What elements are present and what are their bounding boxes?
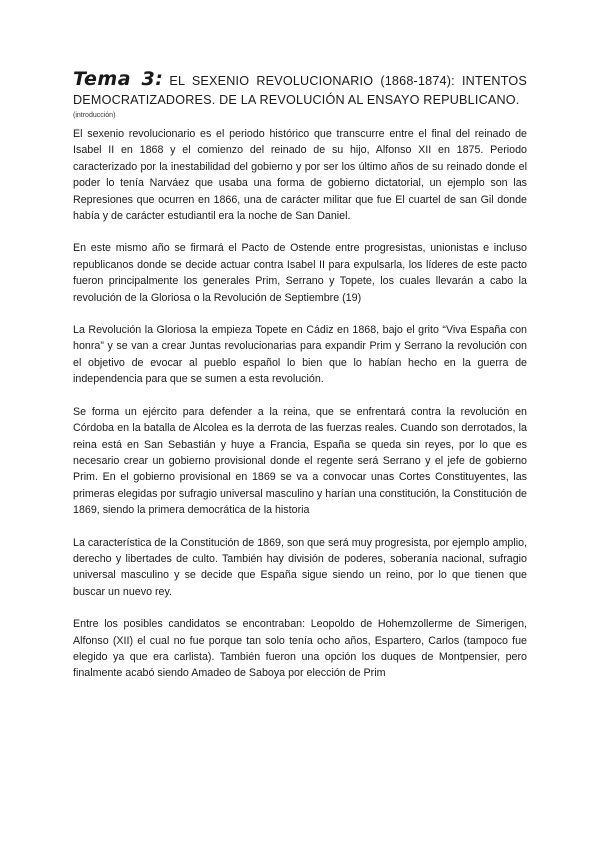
paragraph-6: Entre los posibles candidatos se encontraban: Leopoldo de Hohemzollerme de Simerigen, Alfonso (XII) el cual no fue porque tan solo tenía ocho años, Espartero, Carlos (tampoco fue elegido ya que era carlista). También fueron una opción los duques de Montpensier, pero finalmente acabó siendo Amadeo de Saboya por elección de Prim [73,618,527,680]
paragraph-5: La característica de la Constitución de 1869, son que será muy progresista, por ejemplo amplio, derecho y libertades de culto. También hay división de poderes, soberanía nacional, sufragio universal masculino y se decide que España sigue siendo un reino, por lo que tienen que buscar un nuevo rey. [73,536,527,598]
document-title: EL SEXENIO REVOLUCIONARIO (1868-1874): INTENTOS DEMOCRATIZADORES. DE LA REVOLUCIÓN AL ENSAYO REPUBLICANO. [73,74,527,107]
document-heading [73,70,527,110]
paragraph-3: La Revolución la Gloriosa la empieza Topete en Cádiz en 1868, bajo el grito “Viva España con honra” y se van a crear Juntas revolucionarias para expandir Prim y Serrano la revolución con el objetivo de evocar al pueblo español lo bien que lo habían hecho en la guerra de independencia para que se sumen a esta revolución. [73,324,527,386]
paragraph-4: Se forma un ejército para defender a la reina, que se enfrentará contra la revolución en Córdoba en la batalla de Alcolea es la derrota de las fuerzas reales. Cuando son derrotados, la reina está en San Sebastián y huye a Francia, España se queda sin reyes, por lo que es necesario crear un gobierno provisional donde el regente será Serrano y el jefe de gobierno Prim. En el gobierno provisional en 1869 se va a convocar unas Cortes Constituyentes, las primeras elegidas por sufragio universal masculino y harían una constitución, la Constitución de 1869, siendo la primera democrática de la historia [73,405,527,517]
tema-label: Tema 3: [73,68,164,90]
paragraph-1: El sexenio revolucionario es el periodo histórico que transcurre entre el final del reinado de Isabel II en 1868 y el comienzo del reinado de su hijo, Alfonso XII en 1875. Periodo caracterizado por la inestabilidad del gobierno y por ser los último años de su reinado donde el poder lo tenía Narváez que usaba una forma de gobierno dictatorial, un ejemplo son las Represiones que ocurren en 1866, una de carácter militar que fue El cuartel de san Gil donde había y de carácter estudiantil era la noche de San Daniel. [73,128,527,223]
intro-note: (introducción) [73,112,116,119]
paragraph-2: En este mismo año se firmará el Pacto de Ostende entre progresistas, unionistas e incluso republicanos donde se decide actuar contra Isabel II para expulsarla, los líderes de este pacto fueron principalmente los generales Prim, Serrano y Topete, los cuales llevarán a cabo la revolución de la Gloriosa o la Revolución de Septiembre (19) [73,242,527,304]
